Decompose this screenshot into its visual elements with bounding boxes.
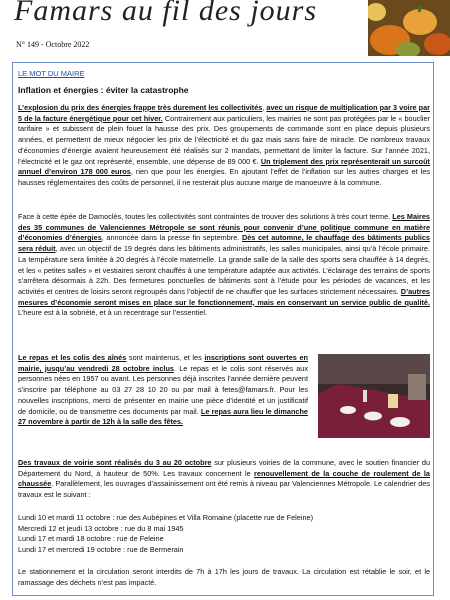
banquet-table-photo: [318, 354, 430, 438]
schedule-list: [18, 513, 430, 556]
paragraph-measures: [18, 212, 430, 319]
text: sur plusieurs voiries de la commune, avec le soutien financier du Département du Nord, à hauteur de 50%. Les travaux concernent le: [18, 458, 431, 478]
headline: Inflation et énergies : éviter la catastrophe: [18, 85, 189, 95]
text: . Le repas et le colis sont réservés aux personnes nées en 1957 ou avant. Les personnes déjà inscrites l’année dernière peuvent s’inscrire par téléphone au 03 27 28 10 20 ou par mail à fetes@famars.fr. Pour les nouvelles inscriptions, merci de présenter en mairie une pièce d’identité et un justificatif de domicile, ou de transmettre ces documents par mail.: [18, 363, 308, 416]
emphasis: Le repas et les colis des aînés: [18, 353, 127, 362]
emphasis: Les Maires des 35 communes de Valenciennes Métropole se sont réunis pour convenir d’une politique commune en matière d’économies d’énergies: [18, 212, 430, 243]
emphasis: L’explosion du prix des énergies frappe très durement les collectivités: [18, 103, 263, 112]
emphasis: Dès cet automne, le chauffage des bâtiments publics sera réduit: [18, 233, 430, 254]
pumpkins-image: [368, 0, 450, 56]
emphasis: avec un risque de multiplication par 3 voire par 5 de la facture énergétique pour cet hiver.: [18, 103, 430, 123]
issue-number: N° 149 - Octobre 2022: [16, 40, 90, 49]
paragraph-road-works: [18, 458, 430, 501]
text: Contrairement aux particuliers, les mairies ne sont pas protégées par le « bouclier tarifaire » et subissent de plein fouet la hausse des prix. Des groupements de commande sont en place depuis plusieurs années, et permettent de mieux négocier les prix de l’électricité et du gaz mais sans faire de miracle. De nombreux travaux d’économies d’énergie avaient heureusement été réalisés sur 2 mandats, permettant de limiter la facture. Sur l’année 2021, l’électricité et le gaz ont représenté, ensemble, une dépense de 89 000 €.: [18, 113, 431, 166]
emphasis: Un triplement des prix représenterait un surcoût annuel d’environ 178 000 euros: [18, 156, 430, 177]
emphasis: Le repas aura lieu le dimanche 27 novembre à partir de 12h à la salle des fêtes.: [18, 406, 308, 427]
emphasis: inscriptions sont ouvertes en mairie, jusqu’au vendredi 28 octobre inclus: [18, 353, 308, 373]
text: sont maintenus, et les: [126, 353, 205, 362]
text: , annoncée dans la presse fin septembre.: [101, 233, 242, 243]
schedule-item: Lundi 10 et mardi 11 octobre : rue des Aubépines et Villa Romaine (placette rue de Feleine): [18, 513, 314, 522]
emphasis: Des travaux de voirie sont réalisés du 3 au 20 octobre: [18, 458, 212, 467]
schedule-item: Lundi 17 et mercredi 19 octobre : rue de Bermerain: [18, 545, 184, 555]
schedule-item: Lundi 17 et mardi 18 octobre : rue de Feleine: [18, 534, 164, 544]
paragraph-traffic: Le stationnement et la circulation seront interdits de 7h à 17h les jours de travaux. La circulation est rétablie le soir, et le ramassage des déchets n’est pas impacté.: [18, 567, 430, 587]
emphasis: D’autres mesures d’économie seront mises en place sur le fonctionnement, mais en conservant un service public de qualité.: [18, 286, 430, 307]
emphasis: renouvellement de la couche de roulement de la chaussée: [18, 468, 430, 489]
text: , rien que pour les énergies. En ajoutant l’effet de l’inflation sur les autres charges et les hausses réglementaires des coûts de personnel, il ne resterait plus aucune marge de manoeuvre à la commune.: [18, 167, 430, 187]
text: L’heure est à la sobriété, et à un recentrage sur l’essentiel.: [18, 308, 208, 318]
text: Face à cette épée de Damoclès, toutes les collectivités sont contraintes de trouver des solutions à très court terme.: [18, 212, 393, 221]
text: . Parallèlement, les ouvrages d’assainissement ont été remis à niveau par Valenciennes Métropole. Le calendrier des travaux est le suivant :: [18, 479, 430, 500]
section-label: LE MOT DU MAIRE: [18, 69, 85, 78]
text: , avec un objectif de 19 degrés dans les bâtiments administratifs, les salles municipales, ainsi qu’à l’école primaire. La température sera limitée à 20 degrés à l’école maternelle. La grande salle de la salle des sports sera chauffée à 14 degrés, et les « petites salles » et vestiaires seront chauffés à une température adaptée aux activités. L’éclairage des terrains de sports s’arrêtera désormais à 22h. Des fermetures ponctuelles de bâtiments sont à l’étude pour les périodes de vacances, et les activités et centres de loisirs seront regroupés dans l’objectif de ne chauffer que les surfaces strictement nécessaires.: [18, 244, 430, 296]
paragraph-elder-meal: [18, 353, 308, 428]
paragraph-energy-prices: [18, 103, 430, 189]
schedule-item: Mercredi 12 et jeudi 13 octobre : rue du 8 mai 1945: [18, 523, 184, 533]
text: ,: [262, 103, 267, 112]
newsletter-title: Famars au fil des jours: [14, 0, 318, 27]
